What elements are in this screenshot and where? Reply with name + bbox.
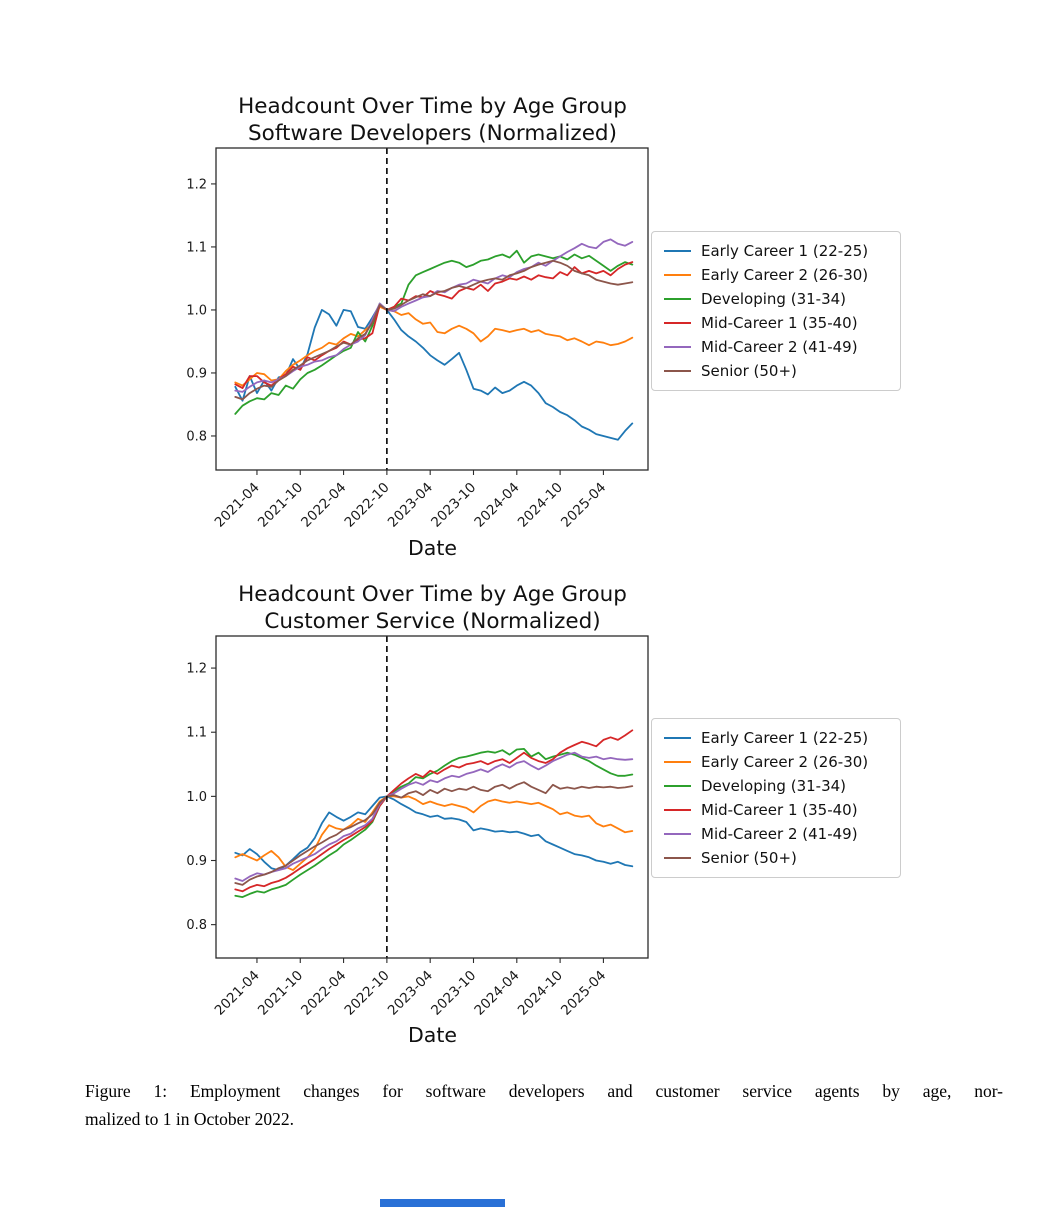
legend-line-swatch xyxy=(664,298,691,300)
series-line xyxy=(235,749,632,897)
legend-item-label: Developing (31-34) xyxy=(701,777,847,795)
legend-item xyxy=(662,239,890,263)
legend-line-swatch xyxy=(664,785,691,787)
plot-svg xyxy=(150,628,710,1048)
legend-line-swatch xyxy=(664,761,691,763)
x-tick-label: 2021-10 xyxy=(254,479,307,531)
legend-line-swatch xyxy=(664,833,691,835)
plot-border xyxy=(216,148,648,470)
chart1-title xyxy=(150,93,715,147)
legend-item-label: Senior (50+) xyxy=(701,362,797,380)
figure-caption xyxy=(85,1077,1003,1133)
x-tick-label: 2021-04 xyxy=(211,967,263,1019)
legend-item xyxy=(662,726,890,750)
chart1-plot-area xyxy=(150,140,710,560)
chart1-legend xyxy=(651,231,901,391)
y-tick-label: 0.8 xyxy=(186,429,207,445)
x-tick-label: 2023-04 xyxy=(384,967,437,1019)
x-tick-label: 2022-04 xyxy=(298,479,350,531)
legend-item-label: Early Career 1 (22-25) xyxy=(701,729,869,747)
legend-line-swatch xyxy=(664,274,691,276)
x-tick-label: 2022-04 xyxy=(298,967,350,1019)
chart2-legend xyxy=(651,718,901,878)
x-tick-label: 2024-10 xyxy=(514,479,566,531)
y-tick-label: 0.8 xyxy=(186,918,207,934)
legend-line-swatch xyxy=(664,737,691,739)
legend-item-label: Mid-Career 2 (41-49) xyxy=(701,338,858,356)
legend-item-label: Senior (50+) xyxy=(701,849,797,867)
legend-item xyxy=(662,263,890,287)
chart2-plot-area xyxy=(150,628,710,1048)
legend-item xyxy=(662,335,890,359)
chart1-title-line2: Software Developers (Normalized) xyxy=(248,121,617,146)
series-line xyxy=(235,251,632,414)
series-line xyxy=(235,307,632,386)
legend-item-label: Early Career 2 (26-30) xyxy=(701,753,869,771)
chart2-x-axis-label: Date xyxy=(408,1023,457,1047)
legend-item xyxy=(662,359,890,383)
legend-item-label: Mid-Career 1 (35-40) xyxy=(701,314,858,332)
chart2-title xyxy=(150,581,715,635)
legend-item-label: Mid-Career 1 (35-40) xyxy=(701,801,858,819)
chart2-title-line1: Headcount Over Time by Age Group xyxy=(238,582,627,607)
x-tick-label: 2023-10 xyxy=(428,967,480,1019)
x-tick-label: 2025-04 xyxy=(558,479,610,531)
y-tick-label: 1.2 xyxy=(186,661,207,677)
y-tick-label: 1.1 xyxy=(186,725,207,741)
series-line xyxy=(235,305,632,440)
x-tick-label: 2023-10 xyxy=(428,479,480,531)
chart2-title-line2: Customer Service (Normalized) xyxy=(264,609,601,634)
y-tick-label: 1.2 xyxy=(186,177,207,193)
figure-caption-line1: Figure 1: Employment changes for software developers and customer service agents by age, nor- xyxy=(85,1081,1003,1101)
legend-item-label: Early Career 1 (22-25) xyxy=(701,242,869,260)
legend-item-label: Early Career 2 (26-30) xyxy=(701,266,869,284)
legend-item xyxy=(662,846,890,870)
legend-item xyxy=(662,750,890,774)
legend-line-swatch xyxy=(664,809,691,811)
legend-line-swatch xyxy=(664,857,691,859)
chart1-x-axis-label: Date xyxy=(408,536,457,560)
legend-item xyxy=(662,774,890,798)
x-tick-label: 2024-10 xyxy=(514,967,566,1019)
plot-svg xyxy=(150,140,710,560)
x-tick-label: 2023-04 xyxy=(384,479,437,531)
legend-line-swatch xyxy=(664,346,691,348)
y-tick-label: 0.9 xyxy=(186,366,207,382)
y-tick-label: 1.0 xyxy=(186,303,207,319)
y-tick-label: 1.0 xyxy=(186,789,207,805)
x-tick-label: 2024-04 xyxy=(471,967,523,1019)
legend-line-swatch xyxy=(664,322,691,324)
legend-line-swatch xyxy=(664,370,691,372)
x-tick-label: 2022-10 xyxy=(341,967,393,1019)
legend-item xyxy=(662,287,890,311)
bottom-partial-element xyxy=(380,1199,505,1207)
x-tick-label: 2022-10 xyxy=(341,479,393,531)
y-tick-label: 1.1 xyxy=(186,240,207,256)
x-tick-label: 2025-04 xyxy=(558,967,610,1019)
legend-item xyxy=(662,822,890,846)
legend-line-swatch xyxy=(664,250,691,252)
chart1-title-line1: Headcount Over Time by Age Group xyxy=(238,94,627,119)
figure-caption-line2: malized to 1 in October 2022. xyxy=(85,1109,294,1129)
x-tick-label: 2021-04 xyxy=(211,479,263,531)
legend-item xyxy=(662,798,890,822)
legend-item-label: Developing (31-34) xyxy=(701,290,847,308)
x-tick-label: 2021-10 xyxy=(254,967,307,1019)
x-tick-label: 2024-04 xyxy=(471,479,523,531)
y-tick-label: 0.9 xyxy=(186,854,207,870)
legend-item xyxy=(662,311,890,335)
legend-item-label: Mid-Career 2 (41-49) xyxy=(701,825,858,843)
series-line xyxy=(235,261,632,400)
plot-border xyxy=(216,636,648,958)
